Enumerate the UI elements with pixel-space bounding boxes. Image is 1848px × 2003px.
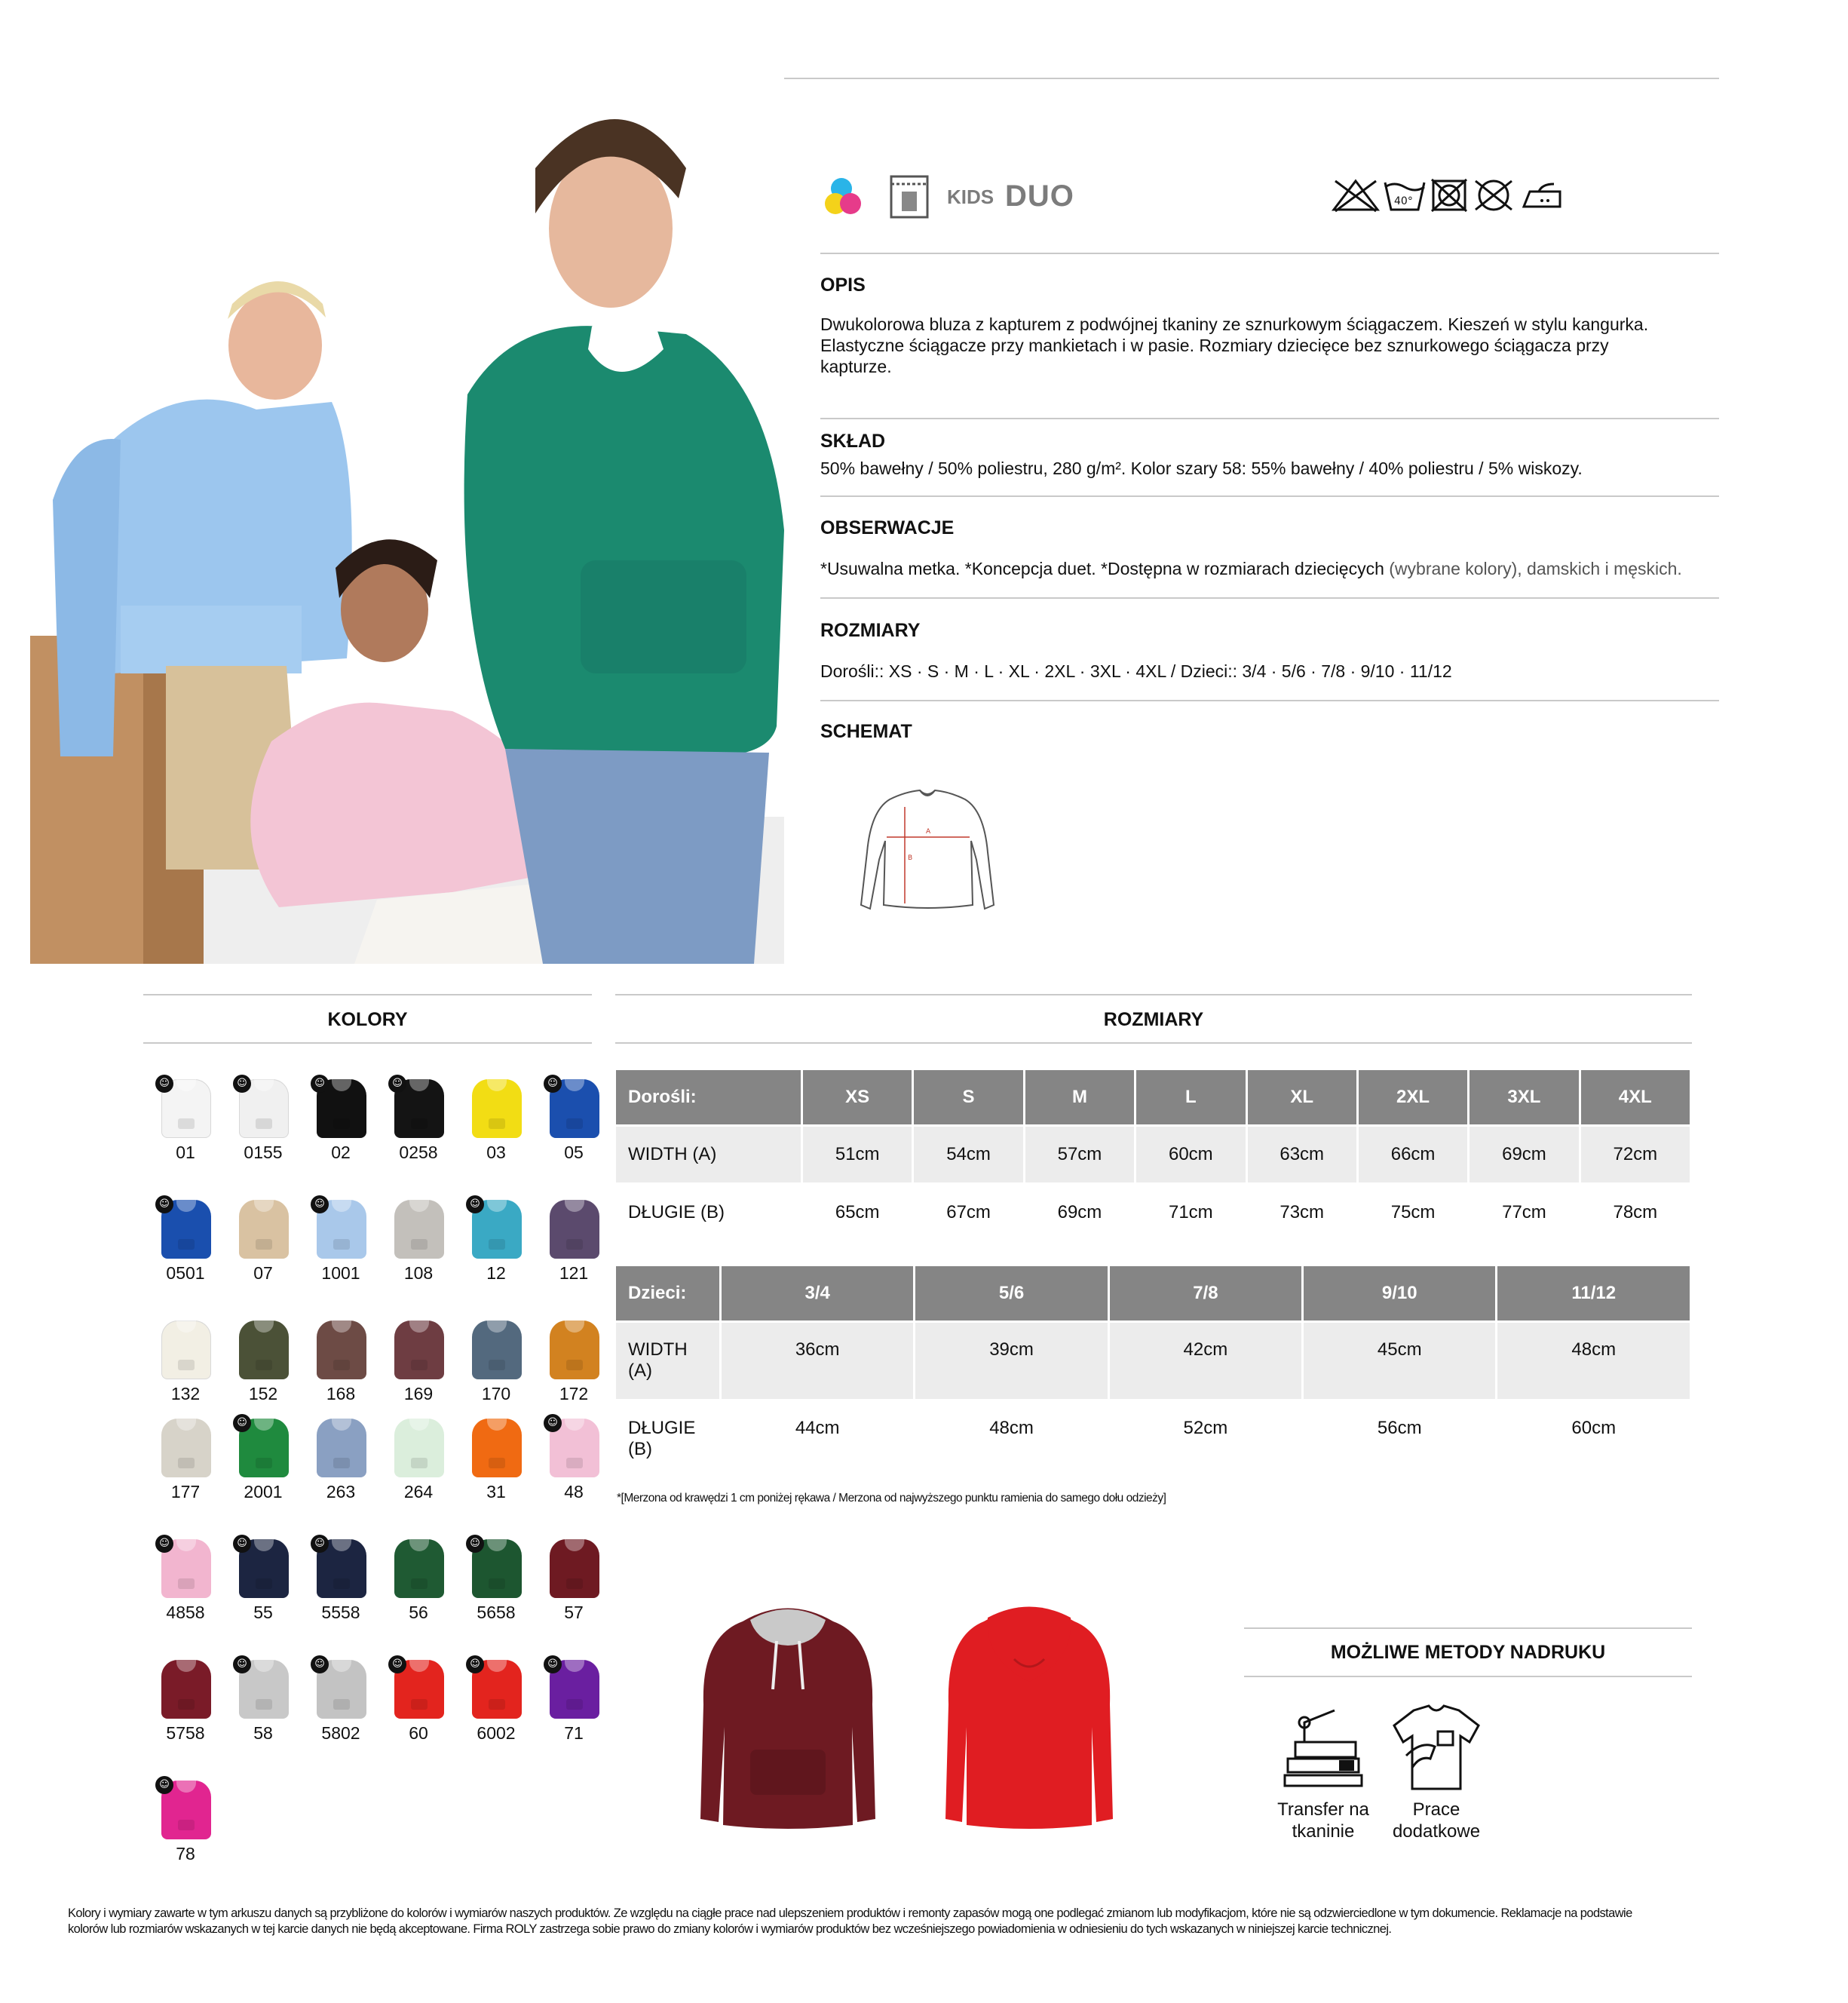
no-tumble-dry-icon [1430,178,1468,213]
hoodie-swatch-icon [472,1079,522,1138]
color-swatch[interactable] [458,1316,534,1429]
swatch-code: 152 [248,1384,278,1403]
swatch-code: 264 [403,1482,434,1501]
row-label: WIDTH (A) [616,1323,719,1399]
table-cell: 66cm [1359,1127,1467,1182]
swatch-code: 0258 [399,1143,438,1162]
color-swatch[interactable] [303,1414,378,1527]
obserwacje-text-main: *Usuwalna metka. *Koncepcja duet. *Dostępna w rozmiarach dziecięcych [820,559,1384,578]
table-cell: 51cm [803,1127,912,1182]
table-cell: 77cm [1470,1185,1578,1241]
wash-40-icon [1382,178,1427,213]
kids-size-header: 7/8 [1110,1266,1301,1321]
hoodie-swatch-icon [239,1321,289,1379]
row-label: WIDTH (A) [616,1127,801,1182]
kids-size-badge-icon: ☺ [311,1655,329,1673]
color-swatch[interactable] [148,1414,223,1527]
color-swatch[interactable] [225,1535,301,1648]
method-label-prace-line-1: Prace [1412,1799,1460,1820]
table-cell: 65cm [803,1185,912,1241]
kids-size-badge-icon: ☺ [155,1776,173,1794]
opis-line-3: kapturze. [820,357,892,376]
additional-work-icon [1391,1703,1482,1793]
color-swatch[interactable] [225,1075,301,1188]
swatch-code: 57 [564,1603,584,1622]
swatch-code: 71 [564,1723,584,1743]
color-swatch[interactable] [148,1776,223,1889]
color-swatch-grid [148,1075,615,1867]
rule-rozmiary-table-top [615,994,1692,995]
table-cell: 52cm [1110,1401,1301,1477]
rule-sklad [820,418,1719,419]
no-bleach-icon [1331,178,1381,213]
swatch-code: 263 [326,1482,356,1501]
color-swatch[interactable] [381,1535,456,1648]
table-cell: 69cm [1470,1127,1578,1182]
color-swatch[interactable] [381,1316,456,1429]
color-swatch[interactable] [303,1075,378,1188]
iron-low-icon [1519,178,1565,213]
color-swatch[interactable] [536,1655,611,1768]
adults-size-header: XS [803,1070,912,1124]
hoodie-swatch-icon [394,1321,444,1379]
color-swatch[interactable] [536,1075,611,1188]
rule-rozmiary-table-bottom [615,1042,1692,1044]
rule-opis [820,253,1719,254]
hoodie-swatch-icon [317,1321,366,1379]
color-swatch[interactable] [381,1414,456,1527]
kids-size-badge-icon: ☺ [233,1655,251,1673]
swatch-code: 05 [564,1143,584,1162]
hoodie-swatch-icon [394,1200,444,1259]
kids-size-badge-icon: ☺ [233,1535,251,1553]
color-swatch[interactable] [225,1655,301,1768]
table-cell: 60cm [1497,1401,1690,1477]
swatch-code: 07 [253,1263,273,1283]
method-label-prace [1380,1799,1493,1842]
color-swatch[interactable] [381,1075,456,1188]
swatch-code: 5802 [321,1723,360,1743]
hoodie-swatch-icon [239,1200,289,1259]
removable-label-icon [887,172,932,221]
kolory-title: KOLORY [327,1009,408,1030]
hoodie-swatch-icon [472,1419,522,1477]
method-label-transfer-line-1: Transfer na [1277,1799,1369,1820]
obserwacje-title: OBSERWACJE [820,517,955,538]
kids-size-badge-icon: ☺ [466,1195,484,1213]
swatch-code: 169 [403,1384,434,1403]
product-photo-burgundy [697,1599,878,1833]
method-label-transfer-line-2: tkaninie [1292,1821,1355,1842]
swatch-code: 5558 [321,1603,360,1622]
kids-size-badge-icon: ☺ [466,1535,484,1553]
color-swatch[interactable] [148,1655,223,1768]
hoodie-swatch-icon [550,1539,599,1598]
kids-size-badge-icon: ☺ [155,1195,173,1213]
no-dry-clean-icon [1473,178,1515,213]
color-swatch[interactable] [458,1655,534,1768]
heat-press-icon [1282,1706,1365,1793]
swatch-code: 0155 [244,1143,283,1162]
rozmiary-info-text: Dorośli:: XS · S · M · L · XL · 2XL · 3XL · 4XL / Dzieci:: 3/4 · 5/6 · 7/8 · 9/10 · 11/12 [820,661,1452,681]
color-swatch[interactable] [148,1195,223,1308]
swatch-code: 02 [331,1143,351,1162]
footer-line-2: kolorów lub rozmiarów wskazanych w tej karcie danych nie będą akceptowane. Firma ROLY zastrzega sobie prawo do zmiany kolorów i wymiarów produktów bez wcześniejszego powiadomienia w odniesieniu do tych wskazanych w niniejszej karcie technicznej. [68,1922,1392,1936]
duo-label: DUO [1005,179,1074,213]
hoodie-swatch-icon [550,1200,599,1259]
swatch-code: 0501 [166,1263,205,1283]
color-swatch[interactable] [536,1195,611,1308]
care-icons [1331,178,1580,216]
color-swatch[interactable] [536,1414,611,1527]
rule-kolory-bottom [143,1042,592,1044]
swatch-code: 48 [564,1482,584,1501]
kids-size-badge-icon: ☺ [544,1075,562,1093]
table-cell: 78cm [1581,1185,1690,1241]
opis-line-2: Elastyczne ściągacze przy mankietach i w pasie. Rozmiary dziecięce bez sznurkowego ściągacza przy [820,336,1609,355]
color-swatch[interactable] [303,1195,378,1308]
kids-size-badge-icon: ☺ [311,1075,329,1093]
rozmiary-info-title: ROZMIARY [820,620,921,641]
color-dots-icon [820,172,873,221]
table-cell: 36cm [722,1323,913,1399]
kids-size-badge-icon: ☺ [388,1655,406,1673]
svg-text:B: B [908,854,913,862]
swatch-code: 31 [486,1482,506,1501]
swatch-code: 78 [176,1844,195,1863]
color-swatch[interactable] [458,1075,534,1188]
rule-rozmiary [820,597,1719,599]
kids-size-badge-icon: ☺ [233,1414,251,1432]
garment-schematic [852,784,1003,916]
color-swatch[interactable] [303,1655,378,1768]
table-row [616,1401,1690,1477]
swatch-code: 12 [486,1263,506,1283]
color-swatch[interactable] [225,1195,301,1308]
obserwacje-text-light: (wybrane kolory), damskich i męskich. [1389,559,1682,578]
hoodie-swatch-icon [394,1419,444,1477]
swatch-code: 60 [409,1723,428,1743]
swatch-code: 121 [559,1263,589,1283]
rule-schemat [820,700,1719,701]
swatch-code: 58 [253,1723,273,1743]
color-swatch[interactable] [536,1316,611,1429]
swatch-code: 177 [170,1482,201,1501]
method-label-prace-line-2: dodatkowe [1392,1821,1481,1842]
table-cell: 48cm [915,1401,1107,1477]
adults-size-header: 3XL [1470,1070,1578,1124]
hoodie-swatch-icon [317,1419,366,1477]
adults-size-table [614,1068,1692,1243]
color-swatch[interactable] [225,1414,301,1527]
table-cell: 63cm [1248,1127,1356,1182]
table-row [616,1127,1690,1182]
hoodie-swatch-icon [161,1321,211,1379]
kids-header-label: Dzieci: [616,1266,719,1321]
adults-header-row [616,1070,1690,1124]
adults-size-header: M [1025,1070,1134,1124]
swatch-code: 55 [253,1603,273,1622]
adults-size-header: L [1136,1070,1245,1124]
table-cell: 48cm [1497,1323,1690,1399]
color-swatch[interactable] [225,1316,301,1429]
table-cell: 39cm [915,1323,1107,1399]
kids-size-badge-icon: ☺ [544,1414,562,1432]
row-label: DŁUGIE (B) [616,1185,801,1241]
adults-size-header: XL [1248,1070,1356,1124]
color-swatch[interactable] [148,1316,223,1429]
table-cell: 69cm [1025,1185,1134,1241]
kids-size-badge-icon: ☺ [544,1655,562,1673]
kids-size-header: 5/6 [915,1266,1107,1321]
adults-size-header: S [914,1070,1022,1124]
feature-icons [820,172,1074,221]
color-swatch[interactable] [303,1535,378,1648]
hoodie-swatch-icon [161,1660,211,1719]
kids-header-row [616,1266,1690,1321]
kids-label: KIDS [947,186,994,208]
opis-title: OPIS [820,275,866,296]
swatch-code: 168 [326,1384,356,1403]
swatch-code: 5658 [477,1603,516,1622]
color-swatch[interactable] [381,1655,456,1768]
table-cell: 54cm [914,1127,1022,1182]
rozmiary-table-title: ROZMIARY [1103,1009,1204,1030]
rule-nadruk-top [1244,1627,1692,1629]
kids-size-badge-icon: ☺ [311,1535,329,1553]
kids-size-badge-icon: ☺ [388,1075,406,1093]
swatch-code: 56 [409,1603,428,1622]
color-swatch[interactable] [536,1535,611,1648]
color-swatch[interactable] [458,1535,534,1648]
table-cell: 44cm [722,1401,913,1477]
opis-text [820,314,1718,377]
table-row [616,1323,1690,1399]
product-photo-red [942,1599,1116,1833]
adults-header-label: Dorośli: [616,1070,801,1124]
footer-line-1: Kolory i wymiary zawarte w tym arkuszu danych są przybliżone do kolorów i wymiarów naszych produktów. Ze względu na ciągłe prace nad ulepszeniem produktów i remonty zapasów mogą one podlegać zmianom lub modyfikacjom, które nie są odzwierciedlone w tym dokumencie. Reklamacje na podstawie [68,1906,1632,1920]
table-cell: 45cm [1304,1323,1495,1399]
swatch-code: 108 [403,1263,434,1283]
size-note: *[Merzona od krawędzi 1 cm poniżej rękawa / Merzona od najwyższego punktu ramienia do samego dołu odzieży] [617,1492,1166,1505]
kids-size-header: 3/4 [722,1266,913,1321]
color-swatch[interactable] [148,1075,223,1188]
svg-text:40°: 40° [1394,195,1413,207]
opis-line-1: Dwukolorowa bluza z kapturem z podwójnej tkaniny ze sznurkowym ściągaczem. Kieszeń w stylu kangurka. [820,314,1649,334]
adults-size-header: 4XL [1581,1070,1690,1124]
table-cell: 72cm [1581,1127,1690,1182]
svg-text:A: A [926,828,931,836]
table-cell: 73cm [1248,1185,1356,1241]
swatch-code: 172 [559,1384,589,1403]
models-photo-illustration [30,78,784,964]
hoodie-swatch-icon [550,1321,599,1379]
kids-size-table [614,1264,1692,1480]
swatch-code: 4858 [166,1603,205,1622]
color-swatch[interactable] [381,1195,456,1308]
swatch-code: 01 [176,1143,195,1162]
swatch-code: 170 [481,1384,511,1403]
swatch-code: 1001 [321,1263,360,1283]
rule-kolory-top [143,994,592,995]
kids-size-badge-icon: ☺ [233,1075,251,1093]
obserwacje-text [820,558,1682,579]
color-swatch[interactable] [303,1316,378,1429]
swatch-code: 03 [486,1143,506,1162]
table-cell: 42cm [1110,1323,1301,1399]
sklad-title: SKŁAD [820,431,886,452]
rule-nadruk-bottom [1244,1676,1692,1677]
swatch-code: 6002 [477,1723,516,1743]
color-swatch[interactable] [458,1195,534,1308]
table-row [616,1185,1690,1241]
hero-photo [30,78,784,964]
hoodie-swatch-icon [394,1539,444,1598]
sklad-text: 50% bawełny / 50% poliestru, 280 g/m². Kolor szary 58: 55% bawełny / 40% poliestru / 5% wiskozy. [820,459,1583,478]
rule-obserwacje [820,495,1719,497]
swatch-code: 5758 [166,1723,205,1743]
method-label-transfer [1267,1799,1380,1842]
kids-size-badge-icon: ☺ [155,1535,173,1553]
kids-size-badge-icon: ☺ [155,1075,173,1093]
schemat-title: SCHEMAT [820,721,912,742]
table-cell: 57cm [1025,1127,1134,1182]
kids-size-badge-icon: ☺ [466,1655,484,1673]
table-cell: 75cm [1359,1185,1467,1241]
table-cell: 71cm [1136,1185,1245,1241]
row-label: DŁUGIE (B) [616,1401,719,1477]
nadruk-title: MOŻLIWE METODY NADRUKU [1330,1642,1606,1663]
hoodie-swatch-icon [161,1419,211,1477]
swatch-code: 132 [170,1384,201,1403]
kids-size-header: 11/12 [1497,1266,1690,1321]
hoodie-swatch-icon [472,1321,522,1379]
color-swatch[interactable] [148,1535,223,1648]
table-cell: 60cm [1136,1127,1245,1182]
kids-size-badge-icon: ☺ [311,1195,329,1213]
swatch-code: 2001 [244,1482,283,1501]
color-swatch[interactable] [458,1414,534,1527]
table-cell: 67cm [914,1185,1022,1241]
table-cell: 56cm [1304,1401,1495,1477]
adults-size-header: 2XL [1359,1070,1467,1124]
footer-disclaimer [68,1906,1794,1937]
kids-size-header: 9/10 [1304,1266,1495,1321]
